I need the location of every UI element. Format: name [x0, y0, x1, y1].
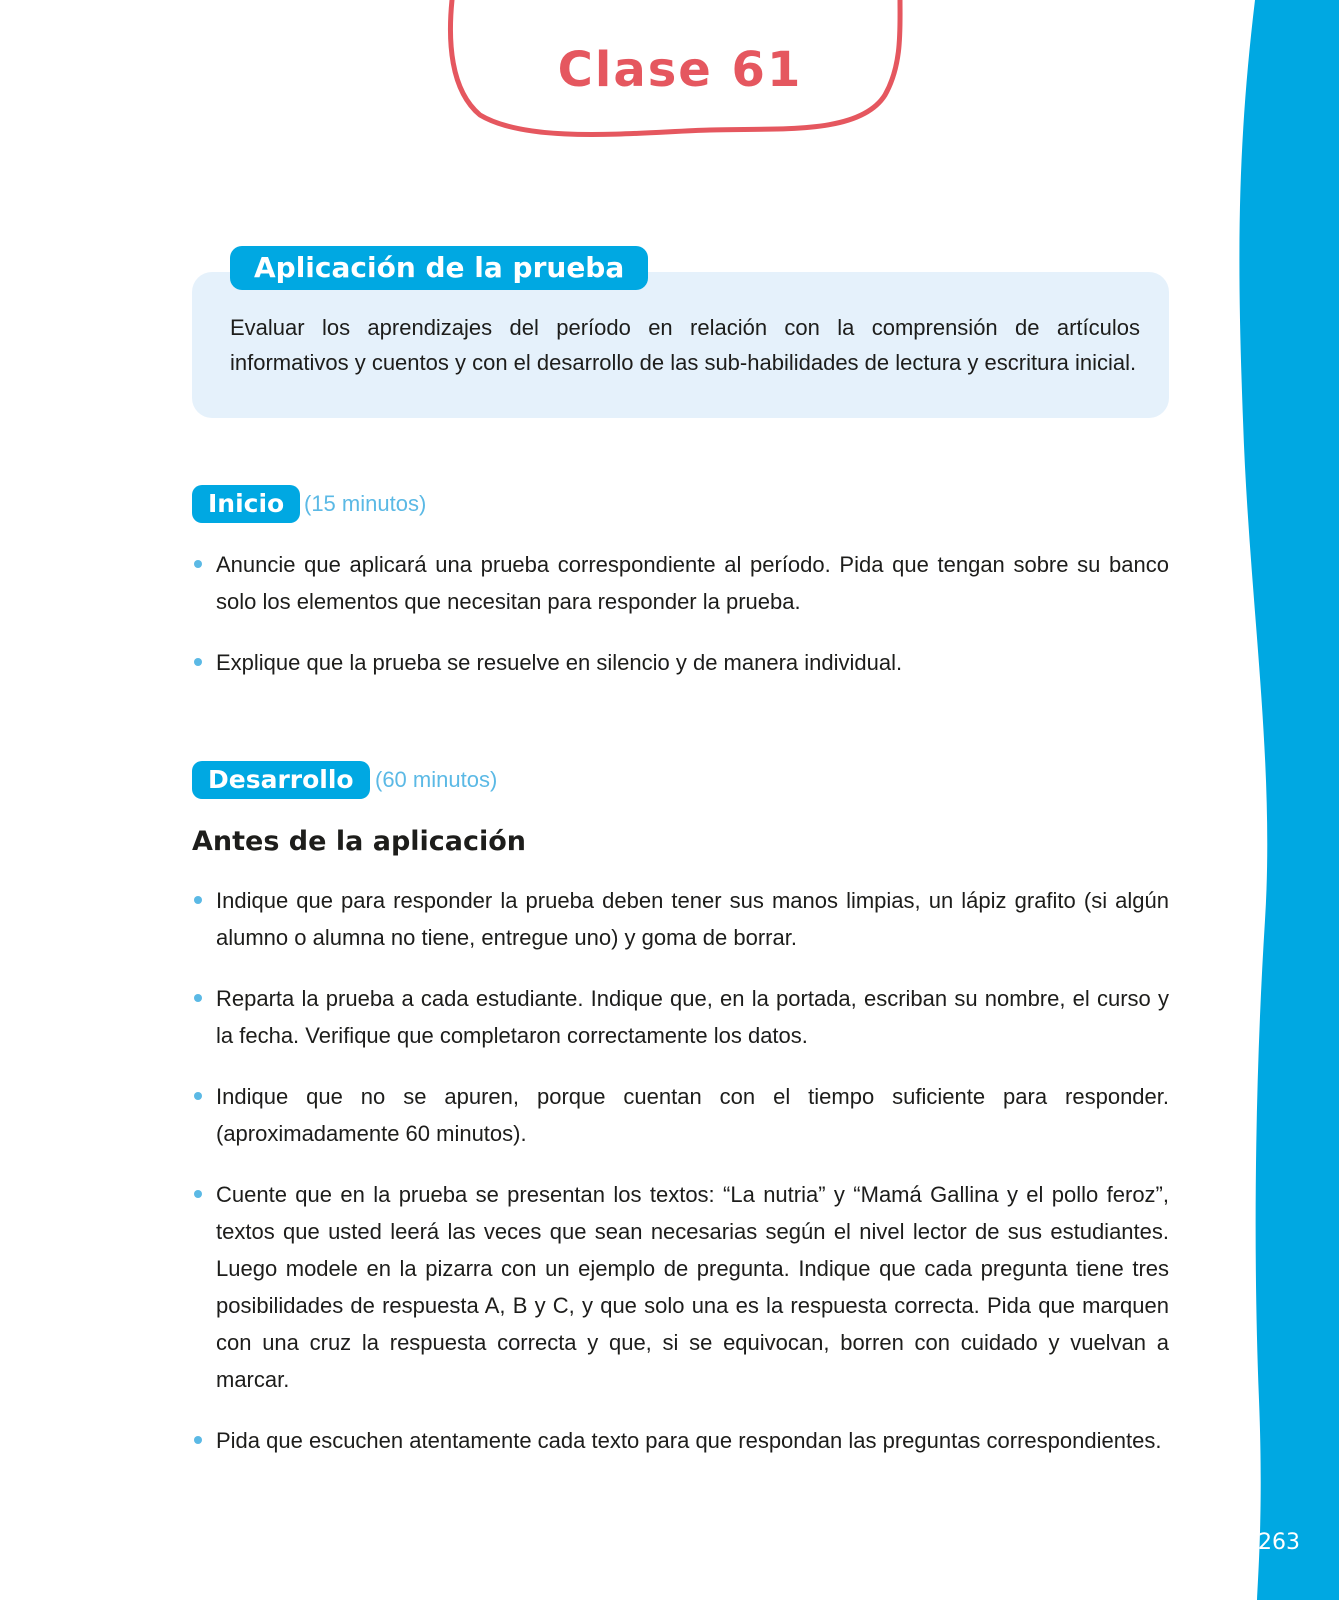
desarrollo-duration: (60 minutos): [375, 767, 498, 792]
inicio-duration: (15 minutos): [304, 491, 427, 516]
page-number: 263: [1258, 1530, 1300, 1555]
inicio-bullet-list: [192, 546, 1169, 705]
bullet-dot: [194, 994, 202, 1002]
bullet-dot: [194, 1436, 202, 1444]
list-item: [192, 882, 1169, 956]
bullet-text: Indique que no se apuren, porque cuentan con el tiempo suficiente para responder. (aproximadamente 60 minutos).: [216, 1084, 1169, 1146]
bullet-text: Cuente que en la prueba se presentan los textos: “La nutria” y “Mamá Gallina y el pollo feroz”, textos que usted leerá las veces que sean necesarias según el nivel lector de sus estudiantes. Luego modele en la pizarra con un ejemplo de pregunta. Indique que cada pregunta tiene tres posibilidades de respuesta A, B y C, y que solo una es la respuesta correcta. Pida que marquen con una cruz la respuesta correcta y que, si se equivocan, borren con cuidado y vuelvan a marcar.: [216, 1182, 1169, 1392]
bullet-text: Explique que la prueba se resuelve en silencio y de manera individual.: [216, 650, 903, 675]
bullet-text: Anuncie que aplicará una prueba correspondiente al período. Pida que tengan sobre su banco solo los elementos que necesitan para responder la prueba.: [216, 552, 1169, 614]
bullet-dot: [194, 560, 202, 568]
desarrollo-bullet-list: [192, 882, 1169, 1483]
bullet-dot: [194, 658, 202, 666]
objective-tab: Aplicación de la prueba: [230, 246, 648, 290]
list-item: [192, 1078, 1169, 1152]
sub-heading: Antes de la aplicación: [192, 826, 527, 857]
bullet-text: Indique que para responder la prueba deben tener sus manos limpias, un lápiz grafito (si algún alumno o alumna no tiene, entregue uno) y goma de borrar.: [216, 888, 1169, 950]
list-item: [192, 546, 1169, 620]
list-item: [192, 1176, 1169, 1398]
bullet-text: Pida que escuchen atentamente cada texto para que respondan las preguntas correspondientes.: [216, 1428, 1162, 1453]
side-decorative-band: [1229, 0, 1339, 1600]
desarrollo-label: Desarrollo: [192, 761, 370, 799]
bullet-dot: [194, 1190, 202, 1198]
inicio-label: Inicio: [192, 485, 300, 523]
bullet-dot: [194, 896, 202, 904]
list-item: [192, 1422, 1169, 1459]
objective-text: Evaluar los aprendizajes del período en relación con la comprensión de artículos informativos y cuentos y con el desarrollo de las sub-habilidades de lectura y escritura inicial.: [230, 315, 1140, 375]
list-item: [192, 980, 1169, 1054]
bullet-text: Reparta la prueba a cada estudiante. Indique que, en la portada, escriban su nombre, el curso y la fecha. Verifique que completaron correctamente los datos.: [216, 986, 1169, 1048]
class-title: Clase 61: [557, 42, 803, 98]
list-item: [192, 644, 1169, 681]
bullet-dot: [194, 1092, 202, 1100]
